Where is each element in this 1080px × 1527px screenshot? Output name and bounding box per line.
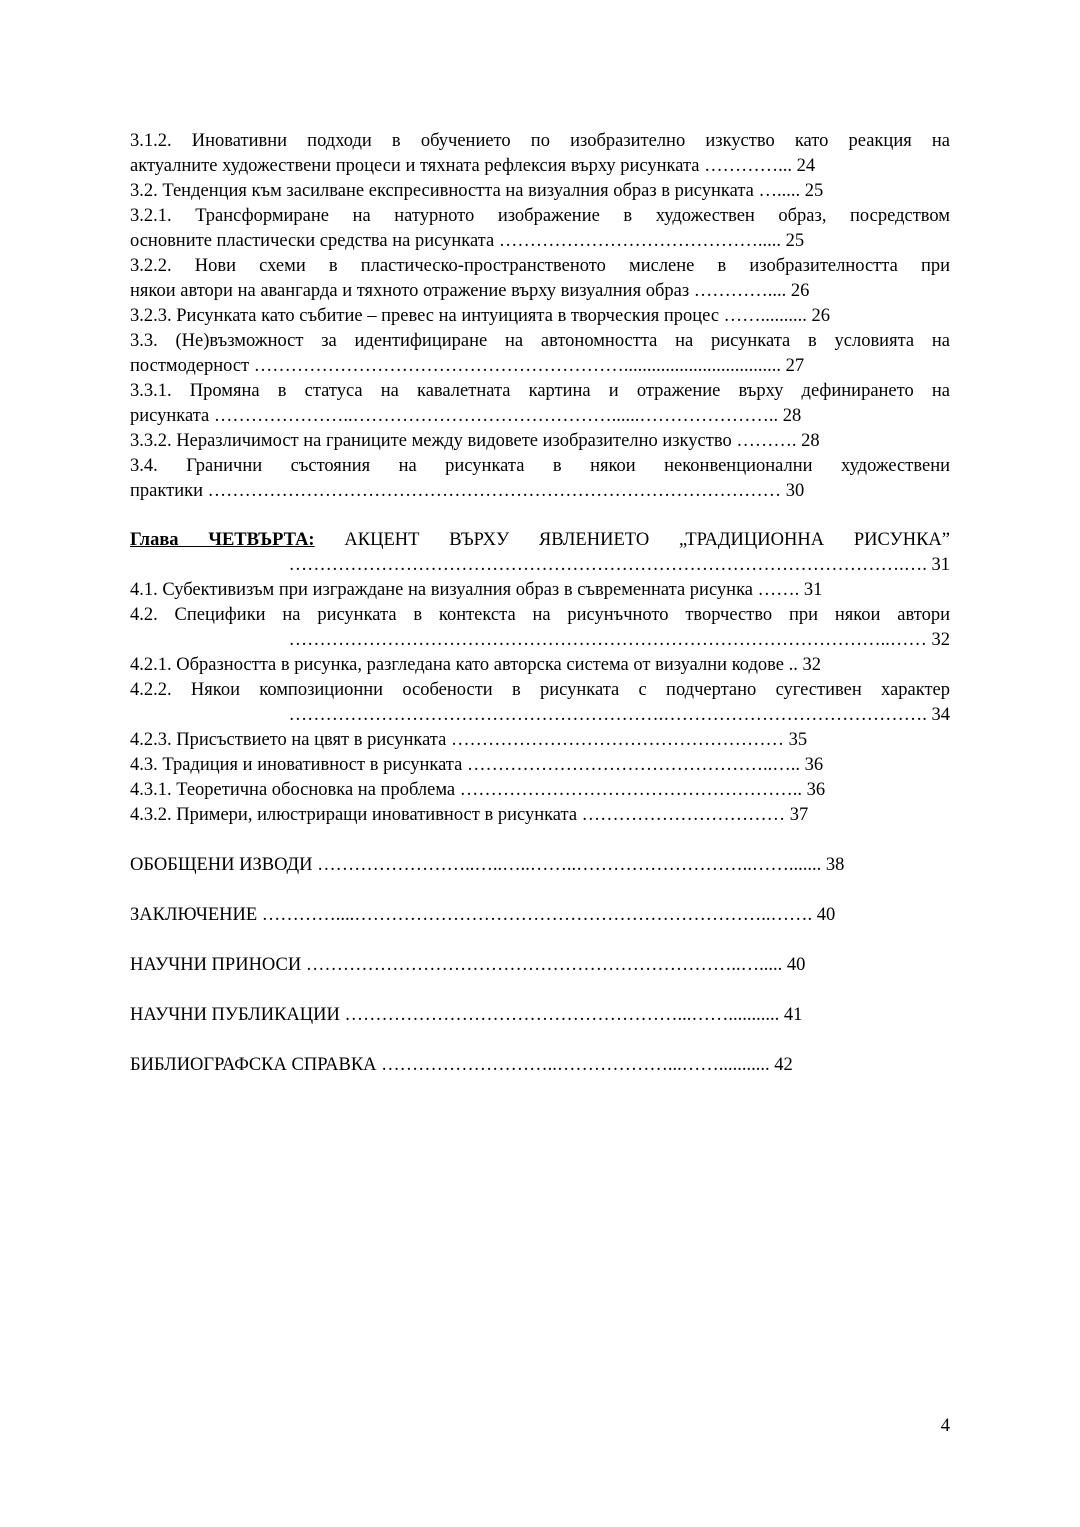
toc-line: 4.2.1. Образността в рисунка, разгледана като авторска система от визуални кодове .. 32	[130, 655, 821, 675]
page-number: 4	[940, 1416, 950, 1436]
chapter-title: АКЦЕНТ ВЪРХУ ЯВЛЕНИЕТО „ТРАДИЦИОННА РИСУНКА”	[314, 530, 950, 550]
summary-entry: НАУЧНИ ПРИНОСИ ……………………………………………………………..…..... 40	[130, 955, 806, 975]
table-of-contents	[130, 129, 950, 1078]
toc-line: 3.4. Гранични състояния на рисунката в някои неконвенционални художествени	[130, 456, 950, 476]
chapter-page-ref: ……………………………………………………………………………………….…. 31	[288, 555, 950, 575]
toc-line: 3.2.1. Трансформиране на натурното изображение в художествен образ, посредством	[130, 206, 950, 226]
toc-line: основните пластически средства на рисунката ……………………………………..... 25	[130, 231, 805, 251]
toc-line: ……………………………………………………………………………………..…… 32	[288, 630, 950, 650]
toc-line: 3.3. (Не)възможност за идентифициране на автономността на рисунката в условията на	[130, 331, 950, 351]
summary-entry: НАУЧНИ ПУБЛИКАЦИИ ………………………………………………...……........... 41	[130, 1005, 803, 1025]
toc-line: 4.3.1. Теоретична обосновка на проблема ……………………………………………….. 36	[130, 780, 826, 800]
toc-line: 4.2.2. Някои композиционни особености в рисунката с подчертано сугестивен характер	[130, 680, 950, 700]
toc-line: 4.3.2. Примери, илюстриращи иновативност в рисунката …………………………… 37	[130, 805, 809, 825]
toc-line: рисунката …………………..……………………………………......………………….. 28	[130, 406, 802, 426]
toc-line: 3.1.2. Иновативни подходи в обучението по изобразително изкуство като реакция на	[130, 131, 950, 151]
summary-entry: БИБЛИОГРАФСКА СПРАВКА ………………………..………………...……........... 42	[130, 1055, 793, 1075]
toc-line: 3.2. Тенденция към засилване експресивността на визуалния образ в рисунката …..... 25	[130, 181, 824, 201]
toc-line: 3.3.2. Неразличимост на границите между видовете изобразително изкуство ………. 28	[130, 431, 820, 451]
toc-line: 4.2.3. Присъствието на цвят в рисунката ……………………………………………… 35	[130, 730, 808, 750]
chapter-heading	[130, 528, 950, 553]
toc-line: …………………………………………………….……………………………………. 34	[288, 705, 950, 725]
toc-line: 3.2.2. Нови схеми в пластическо-пространственото мислене в изобразителността при	[130, 256, 950, 276]
chapter-prefix: Глава ЧЕТВЪРТА:	[130, 530, 315, 550]
toc-line: практики ………………………………………………………………………………… 30	[130, 481, 805, 501]
toc-line: актуалните художествени процеси и тяхната рефлексия върху рисунката …………... 24	[130, 156, 816, 176]
toc-line: 3.3.1. Промяна в статуса на кавалетната картина и отражение върху дефинирането на	[130, 381, 950, 401]
toc-line: 4.3. Традиция и иновативност в рисунката …………………………………………..….. 36	[130, 755, 824, 775]
toc-line: постмодерност …………………………………………………….................................. 27	[130, 356, 805, 376]
toc-line: 4.2. Специфики на рисунката в контекста на рисунъчното творчество при някои автори	[130, 605, 950, 625]
summary-entry: ЗАКЛЮЧЕНИЕ …………....…………………………………………………………..……. 40	[130, 905, 836, 925]
toc-line: 4.1. Субективизъм при изграждане на визуалния образ в съвременната рисунка ……. 31	[130, 580, 823, 600]
toc-line: 3.2.3. Рисунката като събитие – превес на интуицията в творческия процес …….......... 26	[130, 306, 831, 326]
toc-line: някои автори на авангарда и тяхното отражение върху визуалния образ ………….... 26	[130, 281, 810, 301]
summary-entry: ОБОБЩЕНИ ИЗВОДИ ……………………..…..…..……..………………………..……....... 38	[130, 855, 845, 875]
